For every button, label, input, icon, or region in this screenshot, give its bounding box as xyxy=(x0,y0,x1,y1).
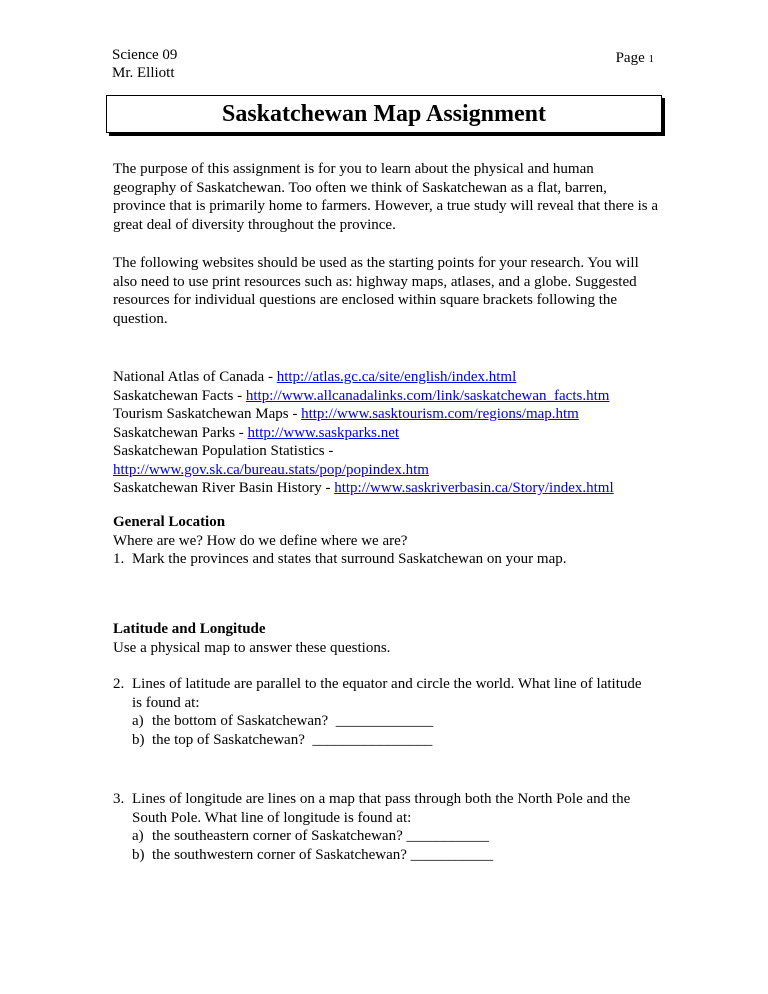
sub-letter: b) xyxy=(132,846,145,863)
link-label: Tourism Saskatchewan Maps - xyxy=(113,406,302,422)
link-label: National Atlas of Canada - xyxy=(113,369,277,385)
sub-question-a xyxy=(132,712,653,731)
question-row xyxy=(113,675,653,749)
latitude-longitude-section xyxy=(113,620,673,657)
link-label: Saskatchewan Population Statistics - xyxy=(113,443,334,459)
section-lead: Use a physical map to answer these questions. xyxy=(113,639,391,656)
page-label: Page xyxy=(615,50,645,66)
question-body xyxy=(132,790,653,864)
title-box xyxy=(106,95,662,133)
page-indicator xyxy=(616,49,654,68)
sub-text: the southeastern corner of Saskatchewan? ___________ xyxy=(152,828,489,844)
link-label: Saskatchewan River Basin History - xyxy=(113,480,335,496)
section-heading: Latitude and Longitude xyxy=(113,621,266,637)
sub-text: the bottom of Saskatchewan? _____________ xyxy=(152,713,434,729)
teacher-name: Mr. Elliott xyxy=(112,65,175,81)
resource-links xyxy=(113,368,673,498)
question-3 xyxy=(113,790,653,864)
general-location-section xyxy=(113,513,673,569)
tourism-maps-link[interactable]: http://www.sasktourism.com/regions/map.htm xyxy=(301,406,579,422)
atlas-link[interactable]: http://atlas.gc.ca/site/english/index.html xyxy=(276,369,517,385)
question-body xyxy=(132,675,653,749)
section-lead: Where are we? How do we define where we are? xyxy=(113,532,408,549)
question-1 xyxy=(113,550,673,569)
page-title: Saskatchewan Map Assignment xyxy=(221,100,547,127)
question-number: 1. xyxy=(113,551,125,567)
link-row xyxy=(113,368,673,387)
sub-letter: a) xyxy=(132,828,144,844)
intro-paragraph-2: The following websites should be used as the starting points for your research. You will also need to use print resources such as: highway maps, atlases, and a globe. Suggested resources for individual questions are enclosed within square brackets following the question. xyxy=(113,255,639,327)
page-number: 1 xyxy=(648,53,654,65)
population-stats-link[interactable]: http://www.gov.sk.ca/bureau.stats/pop/popindex.htm xyxy=(113,461,429,478)
sub-text: the southwestern corner of Saskatchewan? ___________ xyxy=(152,846,494,863)
question-row xyxy=(113,790,653,864)
link-label: Saskatchewan Parks - xyxy=(113,424,248,441)
sub-question-b xyxy=(132,846,653,865)
facts-link[interactable]: http://www.allcanadalinks.com/link/saskatchewan_facts.htm xyxy=(245,387,610,404)
question-2 xyxy=(113,675,653,749)
link-row xyxy=(113,387,673,406)
question-text: Lines of latitude are parallel to the equator and circle the world. What line of latitude is found at: xyxy=(132,676,642,711)
sub-question-a xyxy=(132,827,653,846)
question-text: Lines of longitude are lines on a map that pass through both the North Pole and the South Pole. What line of longitude is found at: xyxy=(132,791,631,826)
section-heading: General Location xyxy=(113,514,226,530)
link-row xyxy=(113,461,673,480)
intro-paragraph-1: The purpose of this assignment is for you to learn about the physical and human geography of Saskatchewan. Too often we think of Saskatchewan as a flat, barren, province that is primarily home to farmers. However, a true study will reveal that there is a great deal of diversity throughout the province. xyxy=(113,161,659,233)
parks-link[interactable]: http://www.saskparks.net xyxy=(247,424,400,441)
header-left xyxy=(112,46,177,82)
link-row xyxy=(113,405,673,424)
link-row xyxy=(113,424,673,443)
link-row xyxy=(113,442,673,461)
link-label: Saskatchewan Facts - xyxy=(113,387,246,404)
question-number: 2. xyxy=(113,676,125,692)
sub-letter: b) xyxy=(132,731,145,748)
river-basin-link[interactable]: http://www.saskriverbasin.ca/Story/index.html xyxy=(334,480,614,496)
sub-text: the top of Saskatchewan? ________________ xyxy=(152,731,433,748)
sub-question-b xyxy=(132,731,653,750)
question-text: Mark the provinces and states that surround Saskatchewan on your map. xyxy=(132,551,567,567)
link-row xyxy=(113,479,673,498)
sub-letter: a) xyxy=(132,713,144,729)
course-name: Science 09 xyxy=(112,47,178,63)
question-number: 3. xyxy=(113,791,125,807)
